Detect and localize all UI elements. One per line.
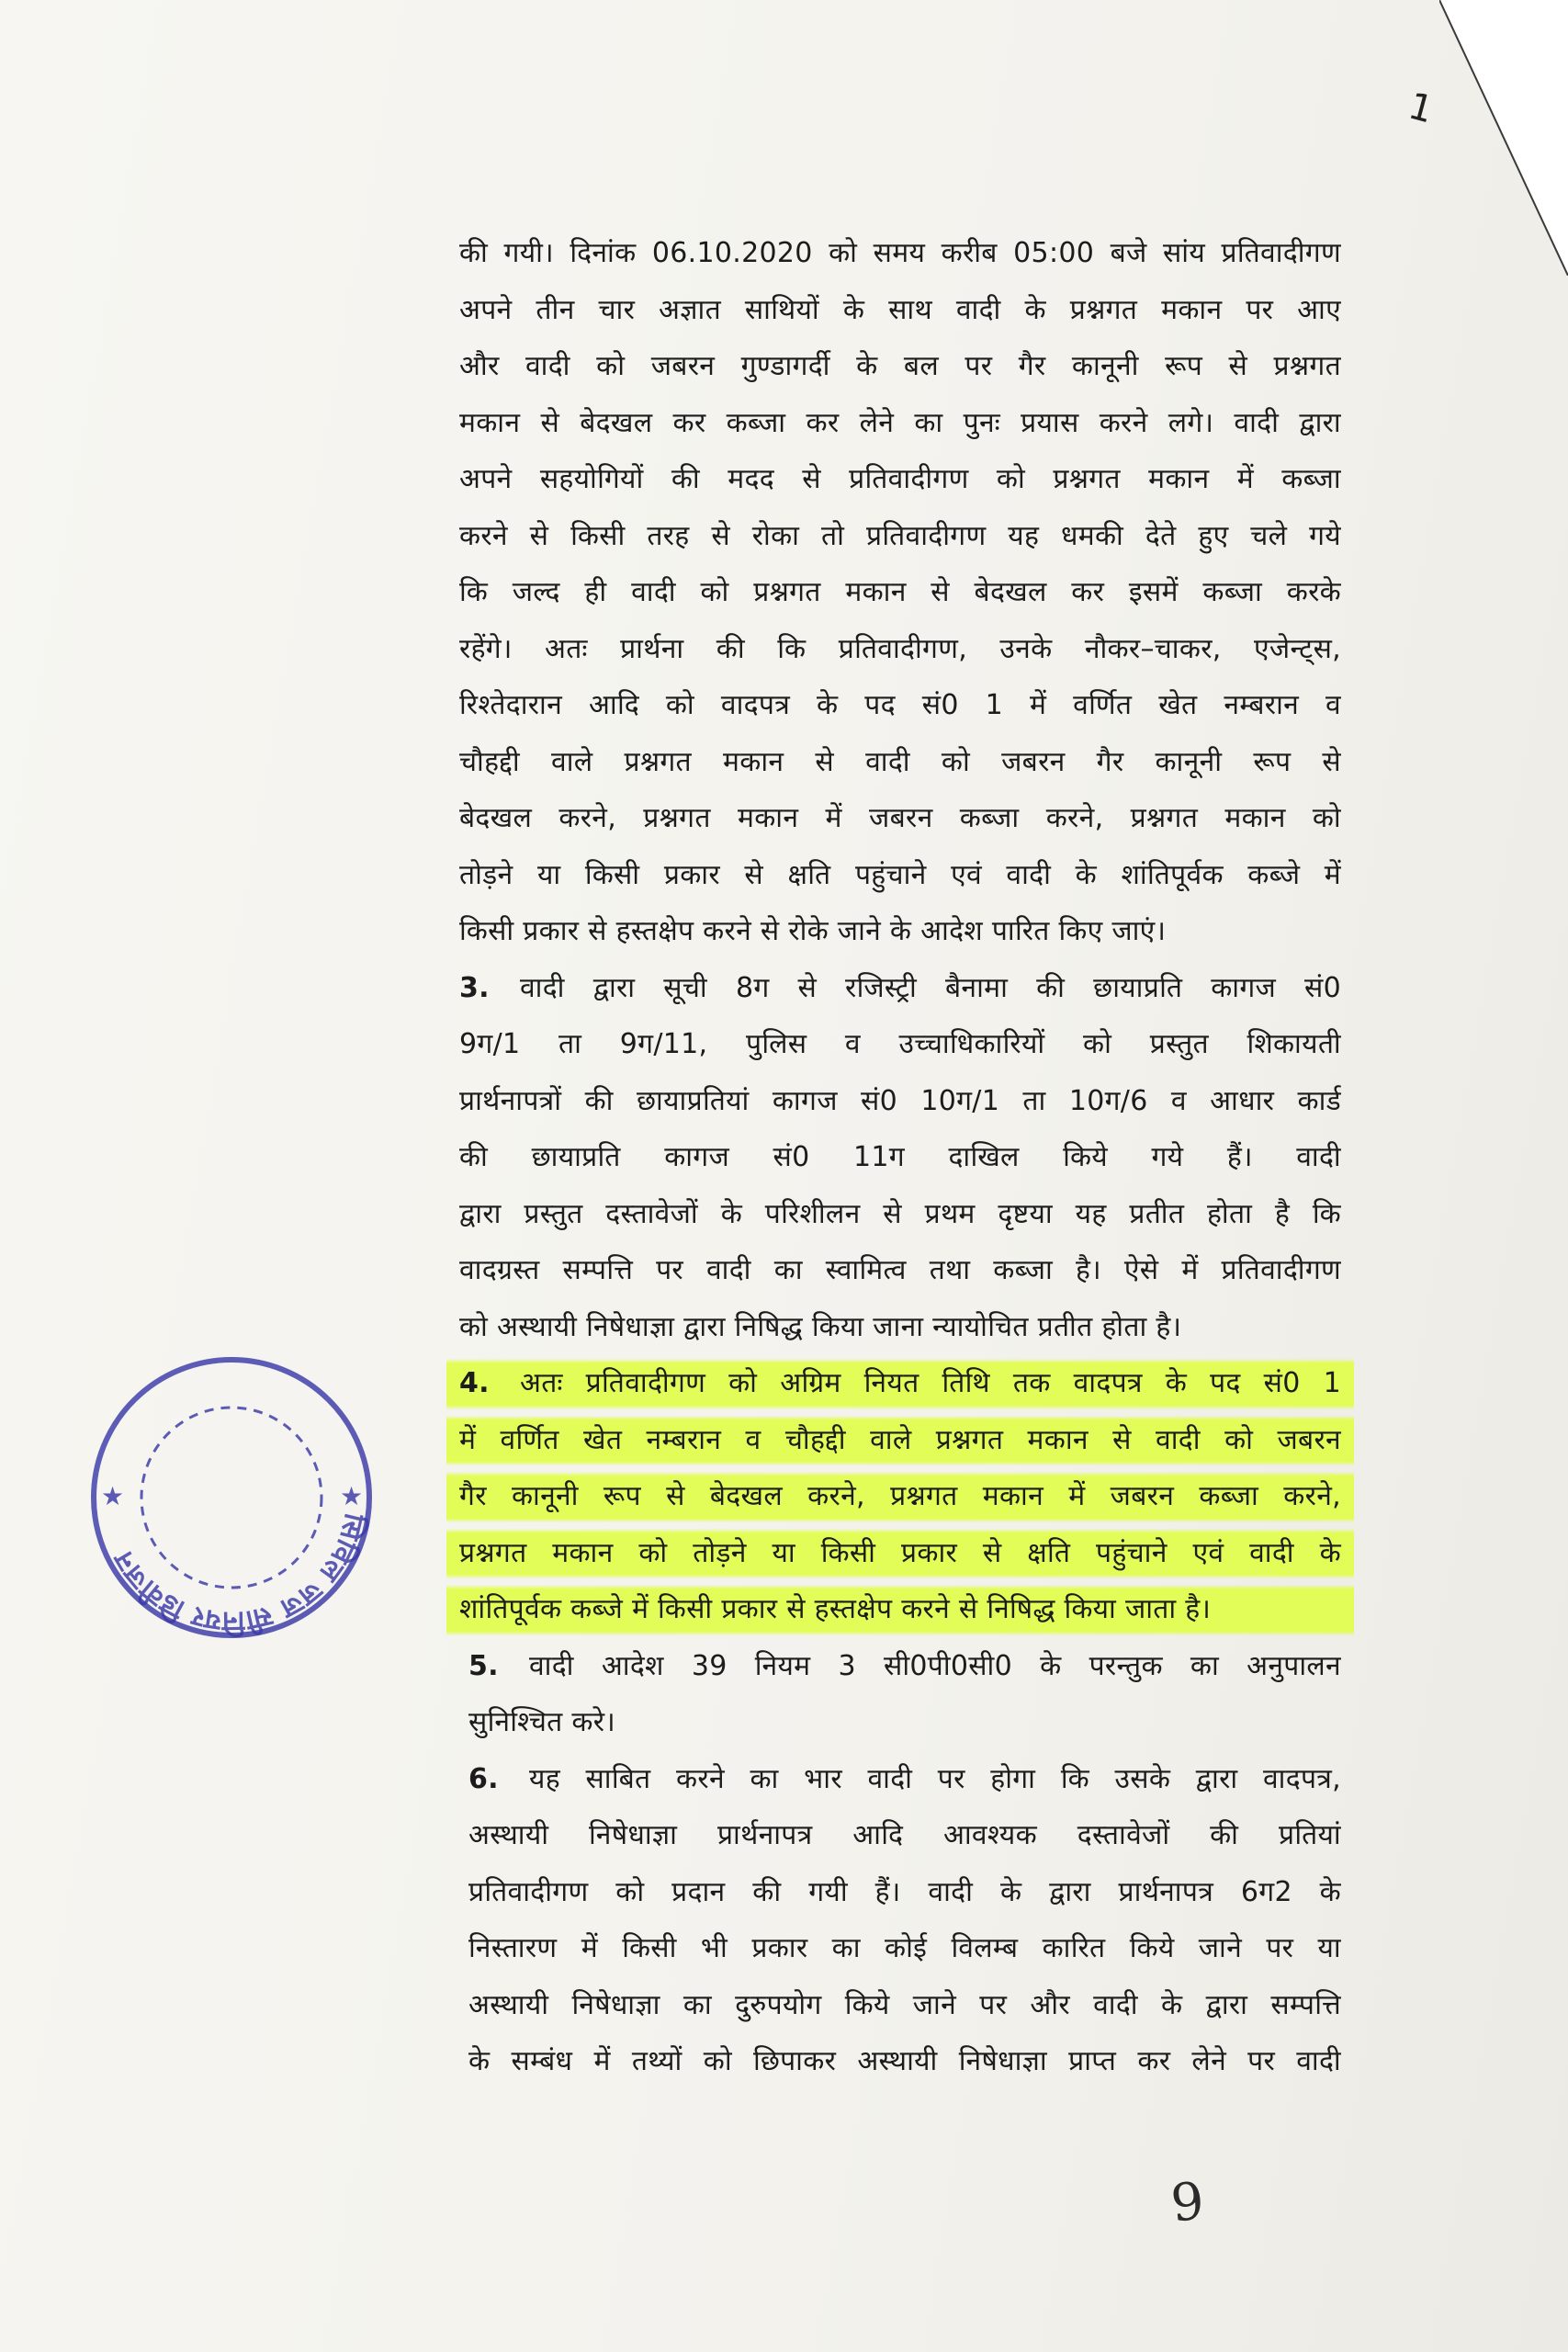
text-line: सुनिश्चित करे। — [468, 1706, 615, 1738]
text-line: निस्तारण में किसी भी प्रकार का कोई विलम्ब कारित किये जाने पर या — [468, 1932, 1341, 1964]
text-line: वादी द्वारा सूची 8ग से रजिस्ट्री बैनामा की छायाप्रति कागज सं0 — [520, 971, 1341, 1004]
court-seal-stamp — [85, 1351, 378, 1645]
paragraph-number: 6. — [468, 1762, 499, 1795]
text-line: वादी आदेश 39 नियम 3 सी0पी0सी0 के परन्तुक का अनुपालन — [529, 1649, 1341, 1682]
text-line: प्रश्नगत मकान को तोड़ने या किसी प्रकार से क्षति पहुंचाने एवं वादी के — [446, 1525, 1354, 1582]
text-line: मकान से बेदखल कर कब्जा कर लेने का पुनः प्रयास करने लगे। वादी द्वारा — [459, 406, 1341, 439]
text-line: रिश्तेदारान आदि को वादपत्र के पद सं0 1 में वर्णित खेत नम्बरान व — [459, 689, 1341, 721]
text-line: करने से किसी तरह से रोका तो प्रतिवादीगण यह धमकी देते हुए चले गये — [459, 519, 1341, 552]
paragraph-2-continued — [459, 225, 1341, 960]
text-line: की छायाप्रति कागज सं0 11ग दाखिल किये गये हैं। वादी — [459, 1141, 1341, 1173]
text-line: यह साबित करने का भार वादी पर होगा कि उसके द्वारा वादपत्र, — [529, 1762, 1341, 1795]
text-line: प्रार्थनापत्रों की छायाप्रतियां कागज सं0 10ग/1 ता 10ग/6 व आधार कार्ड — [459, 1084, 1341, 1117]
star-icon: ★ — [101, 1481, 125, 1511]
text-line: के सम्बंध में तथ्यों को छिपाकर अस्थायी निषेधाज्ञा प्राप्त कर लेने पर वादी — [468, 2045, 1341, 2077]
text-line: कि जल्द ही वादी को प्रश्नगत मकान से बेदखल कर इसमें कब्जा करके — [459, 576, 1341, 608]
paragraph-number: 5. — [468, 1649, 499, 1682]
text-line: रहेंगे। अतः प्रार्थना की कि प्रतिवादीगण, उनके नौकर–चाकर, एजेन्ट्स, — [459, 632, 1341, 665]
text-line: अपने तीन चार अज्ञात साथियों के साथ वादी के प्रश्नगत मकान पर आए — [459, 293, 1341, 326]
text-line: चौहद्दी वाले प्रश्नगत मकान से वादी को जबरन गैर कानूनी रूप से — [459, 745, 1341, 778]
paragraph-number: 3. — [459, 971, 490, 1004]
text-line: अतः प्रतिवादीगण को अग्रिम नियत तिथि तक वादपत्र के पद सं0 1 — [520, 1367, 1341, 1399]
top-mark: 1 — [1404, 85, 1438, 132]
page-corner-shadow — [1439, 0, 1568, 276]
paragraph-3 — [459, 960, 1341, 1356]
text-line: में वर्णित खेत नम्बरान व चौहद्दी वाले प्रश्नगत मकान से वादी को जबरन — [446, 1412, 1354, 1469]
paragraph-4-highlighted — [459, 1355, 1341, 1638]
text-line: 9ग/1 ता 9ग/11, पुलिस व उच्चाधिकारियों को प्रस्तुत शिकायती — [459, 1028, 1341, 1060]
text-line: प्रतिवादीगण को प्रदान की गयी हैं। वादी के द्वारा प्रार्थनापत्र 6ग2 के — [468, 1875, 1341, 1908]
text-line: तोड़ने या किसी प्रकार से क्षति पहुंचाने एवं वादी के शांतिपूर्वक कब्जे में — [459, 858, 1341, 891]
text-line: शांतिपूर्वक कब्जे में किसी प्रकार से हस्तक्षेप करने से निषिद्ध किया जाता है। — [446, 1581, 1354, 1638]
star-icon: ★ — [340, 1481, 364, 1511]
text-line: अपने सहयोगियों की मदद से प्रतिवादीगण को प्रश्नगत मकान में कब्जा — [459, 463, 1341, 495]
text-line: बेदखल करने, प्रश्नगत मकान में जबरन कब्जा करने, प्रश्नगत मकान को — [459, 802, 1341, 834]
text-line: गैर कानूनी रूप से बेदखल करने, प्रश्नगत मकान में जबरन कब्जा करने, — [446, 1468, 1354, 1525]
text-line: वादग्रस्त सम्पत्ति पर वादी का स्वामित्व तथा कब्जा है। ऐसे में प्रतिवादीगण — [459, 1254, 1341, 1286]
text-line: की गयी। दिनांक 06.10.2020 को समय करीब 05:00 बजे सांय प्रतिवादीगण — [459, 237, 1341, 269]
page-number: 9 — [1168, 2171, 1207, 2234]
text-line: द्वारा प्रस्तुत दस्तावेजों के परिशीलन से प्रथम दृष्टया यह प्रतीत होता है कि — [459, 1197, 1341, 1230]
stamp-text: सिविल जज सीनियर डिवीजन — [107, 1510, 371, 1638]
paragraph-5 — [459, 1638, 1341, 1751]
document-body — [459, 225, 1341, 2090]
text-line: अस्थायी निषेधाज्ञा का दुरुपयोग किये जाने पर और वादी के द्वारा सम्पत्ति — [468, 1988, 1341, 2021]
text-line: अस्थायी निषेधाज्ञा प्रार्थनापत्र आदि आवश्यक दस्तावेजों की प्रतियां — [468, 1819, 1341, 1851]
text-line: किसी प्रकार से हस्तक्षेप करने से रोके जाने के आदेश पारित किए जाएं। — [459, 915, 1167, 947]
paragraph-number: 4. — [459, 1367, 490, 1399]
text-line: और वादी को जबरन गुण्डागर्दी के बल पर गैर कानूनी रूप से प्रश्नगत — [459, 350, 1341, 382]
paragraph-6 — [459, 1751, 1341, 2090]
text-line: को अस्थायी निषेधाज्ञा द्वारा निषिद्ध किया जाना न्यायोचित प्रतीत होता है। — [459, 1310, 1182, 1343]
